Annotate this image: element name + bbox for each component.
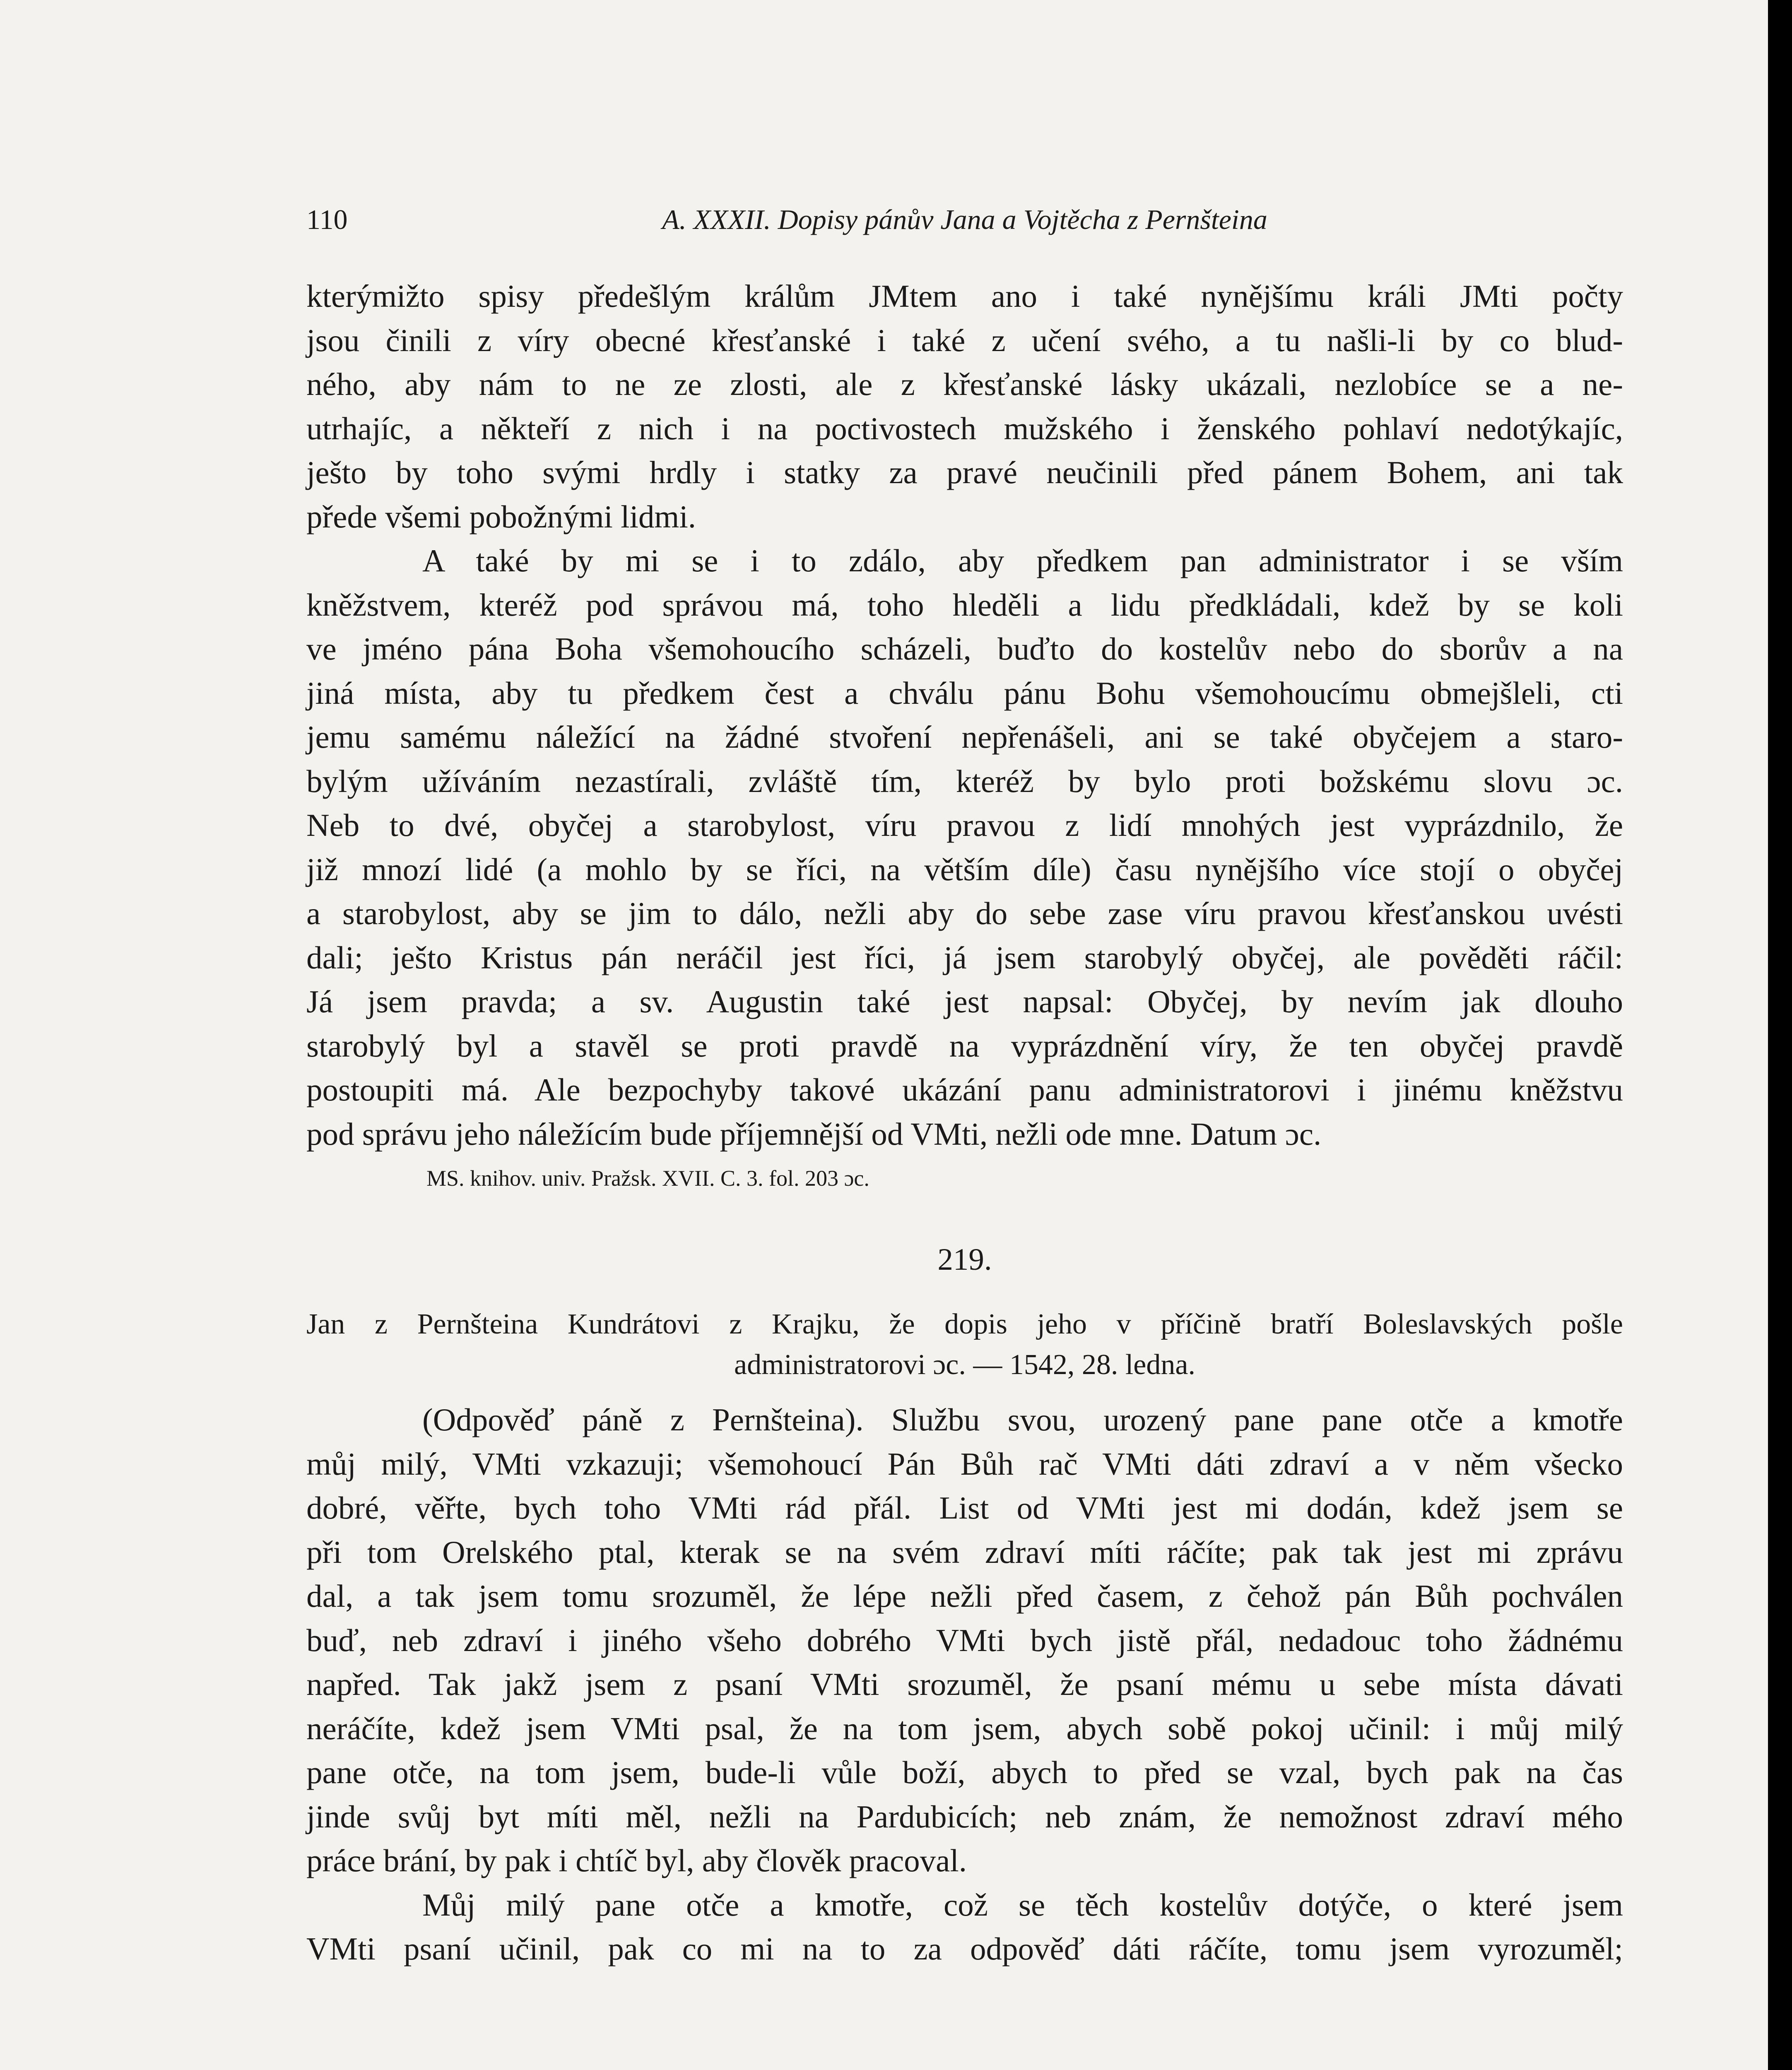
page-content <box>306 195 1623 1971</box>
summary-line: administratorovi ɔc. — 1542, 28. ledna. <box>734 1349 1195 1381</box>
text-line: starobylý byl a stavěl se proti pravdě na vyprázdnění víry, že ten obyčej pravdě <box>306 1028 1623 1064</box>
text-line: a starobylost, aby se jim to dálo, nežli aby do sebe zase víru pravou křesťanskou uvésti <box>306 895 1623 931</box>
document-number: 219. <box>937 1242 992 1277</box>
text-line: přede všemi pobožnými lidmi. <box>306 498 696 534</box>
text-line: již mnozí lidé (a mohlo by se říci, na větším díle) času nynějšího více stojí o obyčej <box>306 851 1623 887</box>
source-note: MS. knihov. univ. Pražsk. XVII. C. 3. fol. 203 ɔc. <box>426 1166 870 1191</box>
text-line: dali; ješto Kristus pán neráčil jest říci, já jsem starobylý obyčej, ale pověděti ráčil: <box>306 939 1623 975</box>
body-text <box>306 274 1623 1971</box>
summary-line: Jan z Pernšteina Kundrátovi z Krajku, že dopis jeho v příčině bratří Boleslavských pošle <box>306 1308 1623 1340</box>
text-line: ného, aby nám to ne ze zlosti, ale z křesťanské lásky ukázali, nezlobíce se a ne- <box>306 366 1623 402</box>
text-line: (Odpověď páně z Pernšteina). Službu svou, urozený pane pane otče a kmotře <box>422 1402 1623 1437</box>
text-line: ješto by toho svými hrdly i statky za pravé neučinili před pánem Bohem, ani tak <box>306 455 1623 490</box>
text-line: dal, a tak jsem tomu srozuměl, že lépe nežli před časem, z čehož pán Bůh pochválen <box>306 1578 1623 1614</box>
page-header <box>306 195 1623 244</box>
document-summary <box>306 1304 1623 1385</box>
text-line: utrhajíc, a někteří z nich i na poctivostech mužského i ženského pohlaví nedotýkajíc, <box>306 410 1623 446</box>
text-line: Já jsem pravda; a sv. Augustin také jest napsal: Obyčej, by nevím jak dlouho <box>306 984 1623 1019</box>
text-line: Můj milý pane otče a kmotře, což se těch kostelův dotýče, o které jsem <box>422 1887 1623 1923</box>
text-line: práce brání, by pak i chtíč byl, aby člověk pracoval. <box>306 1843 967 1878</box>
text-line: jinde svůj byt míti měl, nežli na Pardubicích; neb znám, že nemožnost zdraví mého <box>306 1798 1623 1834</box>
text-line: při tom Orelského ptal, kterak se na svém zdraví míti ráčíte; pak tak jest mi zprávu <box>306 1534 1623 1570</box>
text-line: jemu samému náležící na žádné stvoření nepřenášeli, ani se také obyčejem a staro- <box>306 719 1623 755</box>
text-line: Neb to dvé, obyčej a starobylost, víru pravou z lidí mnohých jest vyprázdnilo, že <box>306 807 1623 843</box>
text-line: jsou činili z víry obecné křesťanské i také z učení svého, a tu našli-li by co blud- <box>306 322 1623 358</box>
page-number: 110 <box>306 204 348 235</box>
text-line: VMti psaní učinil, pak co mi na to za odpověď dáti ráčíte, tomu jsem vyrozuměl; <box>306 1931 1623 1966</box>
running-title: A. XXXII. Dopisy pánův Jana a Vojtěcha z Pernšteina <box>662 204 1267 235</box>
continuation-paragraph-1 <box>306 274 1623 539</box>
text-line: bylým užíváním nezastírali, zvláště tím, kteréž by bylo proti božskému slovu ɔc. <box>306 763 1623 799</box>
text-line: A také by mi se i to zdálo, aby předkem pan administrator i se vším <box>422 543 1623 578</box>
text-line: kněžstvem, kteréž pod správou má, toho hleděli a lidu předkládali, kdež by se koli <box>306 587 1623 623</box>
text-line: postoupiti má. Ale bezpochyby takové ukázání panu administratorovi i jinému kněžstvu <box>306 1072 1623 1107</box>
letter-text <box>306 1398 1623 1971</box>
text-line: ve jméno pána Boha všemohoucího scházeli, buďto do kostelův nebo do sborův a na <box>306 631 1623 667</box>
text-line: dobré, věřte, bych toho VMti rád přál. List od VMti jest mi dodán, kdež jsem se <box>306 1490 1623 1526</box>
text-line: neráčíte, kdež jsem VMti psal, že na tom jsem, abych sobě pokoj učinil: i můj milý <box>306 1710 1623 1746</box>
text-line: buď, neb zdraví i jiného všeho dobrého VMti bych jistě přál, nedadouc toho žádnému <box>306 1622 1623 1658</box>
text-line: můj milý, VMti vzkazuji; všemohoucí Pán Bůh rač VMti dáti zdraví a v něm všecko <box>306 1446 1623 1482</box>
text-line: napřed. Tak jakž jsem z psaní VMti srozuměl, že psaní mému u sebe místa dávati <box>306 1666 1623 1702</box>
letter-paragraph-2 <box>306 1883 1623 1971</box>
text-line: pod správu jeho náležícím bude příjemnější od VMti, nežli ode mne. Datum ɔc. <box>306 1116 1322 1152</box>
letter-paragraph-1 <box>306 1398 1623 1883</box>
text-line: jiná místa, aby tu předkem čest a chválu pánu Bohu všemohoucímu obmejšleli, cti <box>306 675 1623 711</box>
continuation-paragraph-2 <box>306 539 1623 1156</box>
text-line: pane otče, na tom jsem, bude-li vůle boží, abych to před se vzal, bych pak na čas <box>306 1755 1623 1790</box>
text-line: kterýmižto spisy předešlým králům JMtem ano i také nynějšímu králi JMti počty <box>306 278 1623 314</box>
